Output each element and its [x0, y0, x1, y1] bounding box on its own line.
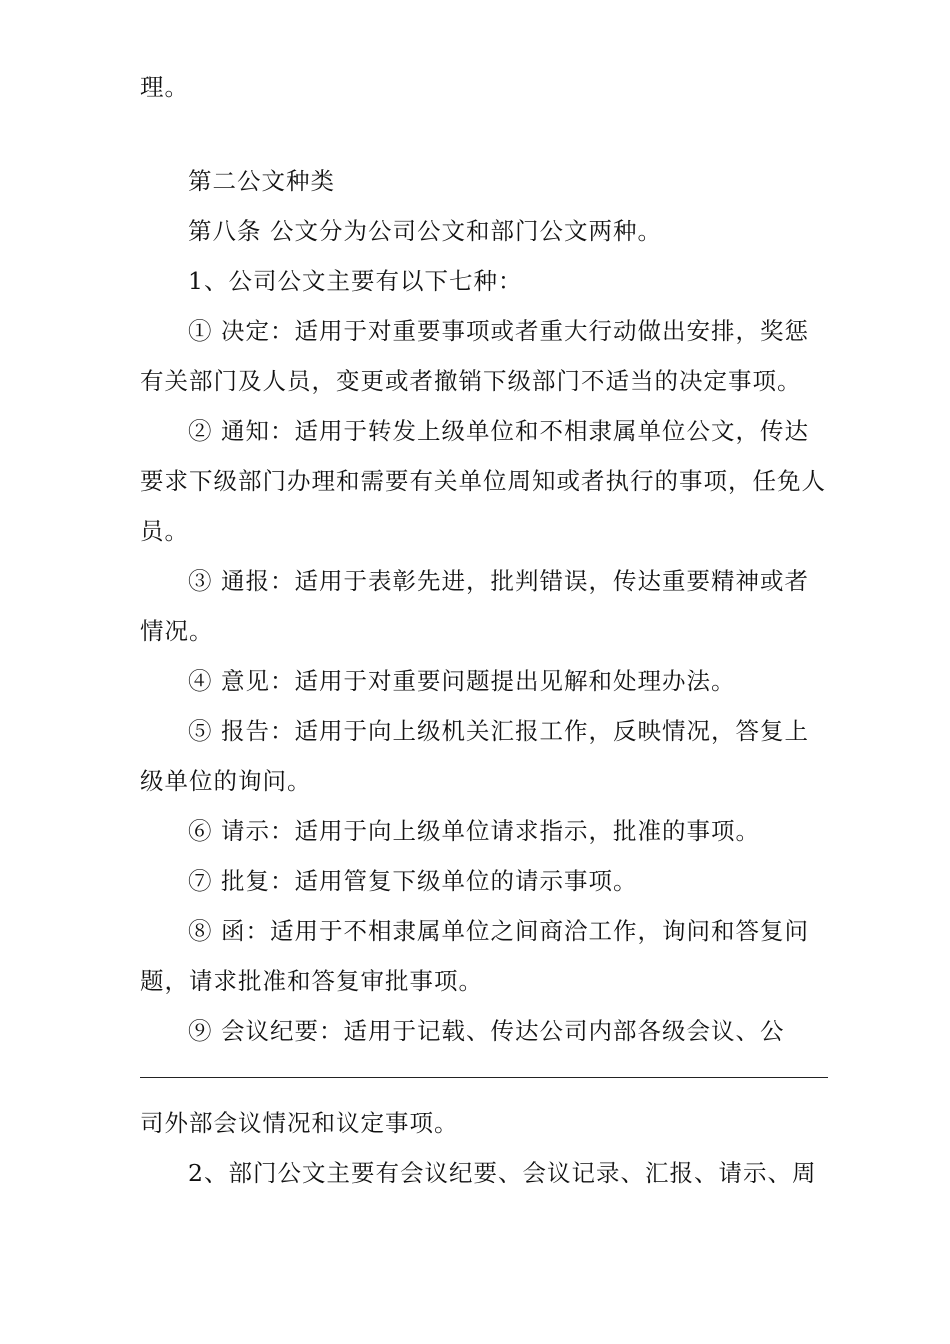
- text-line: 情况。: [140, 617, 214, 645]
- text-line: ④ 意见：适用于对重要问题提出见解和处理办法。: [188, 667, 736, 695]
- section-heading: 第二公文种类: [188, 167, 335, 195]
- list-heading: 2、部门公文主要有会议纪要、会议记录、汇报、请示、周: [188, 1159, 817, 1187]
- list-heading: 1、公司公文主要有以下七种：: [188, 267, 523, 295]
- text-line: ② 通知：适用于转发上级单位和不相隶属单位公文，传达: [188, 417, 809, 445]
- text-line: 员。: [140, 517, 189, 545]
- text-line: 有关部门及人员，变更或者撤销下级部门不适当的决定事项。: [140, 367, 802, 395]
- text-line: 级单位的询问。: [140, 767, 312, 795]
- text-line: ③ 通报：适用于表彰先进，批判错误，传达重要精神或者: [188, 567, 809, 595]
- text-line: 要求下级部门办理和需要有关单位周知或者执行的事项，任免人: [140, 467, 826, 495]
- text-line: ① 决定：适用于对重要事项或者重大行动做出安排，奖惩: [188, 317, 809, 345]
- text-line: 题，请求批准和答复审批事项。: [140, 967, 483, 995]
- text-line: ⑥ 请示：适用于向上级单位请求指示，批准的事项。: [188, 817, 760, 845]
- text-line: 理。: [140, 73, 189, 101]
- page-break-rule: [140, 1077, 828, 1078]
- article-line: 第八条 公文分为公司公文和部门公文两种。: [188, 217, 662, 245]
- text-line: 司外部会议情况和议定事项。: [140, 1109, 459, 1137]
- text-line: ⑤ 报告：适用于向上级机关汇报工作，反映情况，答复上: [188, 717, 809, 745]
- text-line: ⑦ 批复：适用管复下级单位的请示事项。: [188, 867, 638, 895]
- text-line: ⑨ 会议纪要：适用于记载、传达公司内部各级会议、公: [188, 1017, 785, 1045]
- text-line: ⑧ 函：适用于不相隶属单位之间商洽工作，询问和答复问: [188, 917, 809, 945]
